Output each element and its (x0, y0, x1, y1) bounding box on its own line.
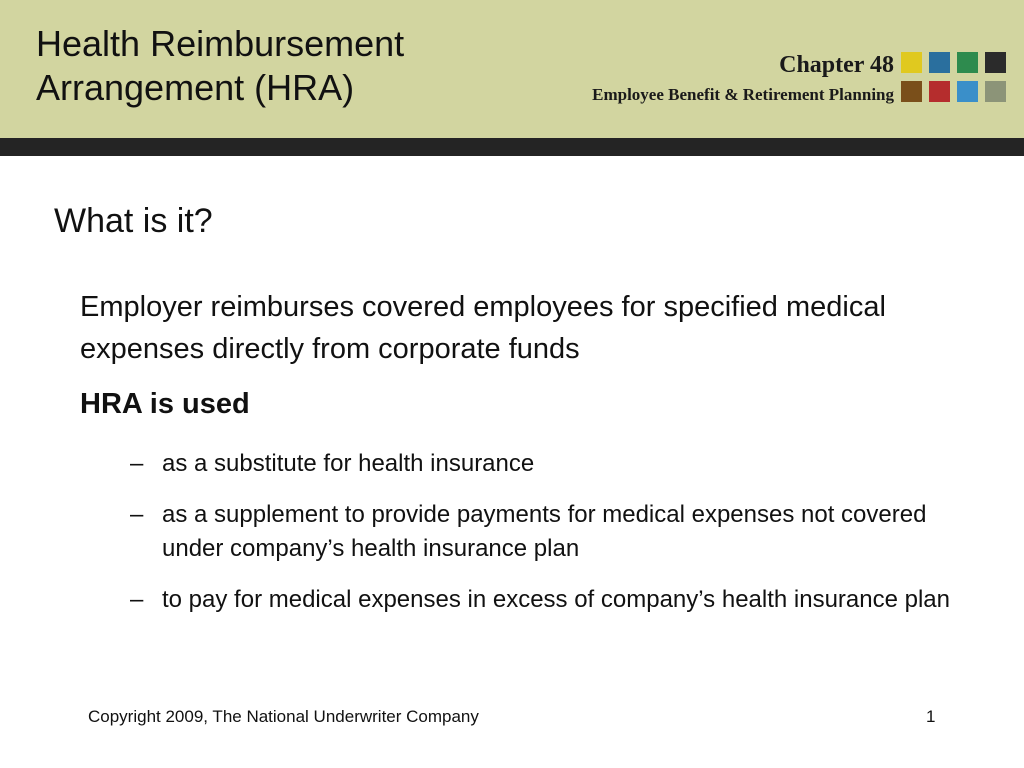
color-square-5 (901, 81, 922, 102)
usage-item-text: to pay for medical expenses in excess of company’s health insurance plan (162, 586, 951, 613)
color-square-2 (929, 52, 950, 73)
dash-bullet: – (130, 501, 144, 528)
usage-item-text: as a supplement to provide payments for medical expenses not covered under company’s health insurance plan (162, 501, 927, 562)
section-heading: What is it? (54, 202, 213, 240)
chapter-label: Chapter 48 (779, 52, 894, 78)
dash-bullet: – (130, 586, 144, 613)
color-square-3 (957, 52, 978, 73)
color-square-8 (985, 81, 1006, 102)
header-divider-bar (0, 138, 1024, 156)
slide-title-line2: Arrangement (HRA) (36, 67, 355, 108)
definition-paragraph: Employer reimburses covered employees for specified medical expenses directly from corporate funds (80, 291, 886, 365)
color-square-1 (901, 52, 922, 73)
usage-item-text: as a substitute for health insurance (162, 450, 535, 477)
color-square-7 (957, 81, 978, 102)
book-subtitle: Employee Benefit & Retirement Planning (592, 85, 894, 104)
slide-title-line1: Health Reimbursement (36, 23, 405, 64)
page-number: 1 (926, 707, 936, 726)
usage-item-3 (130, 583, 970, 617)
slide-title (36, 22, 404, 110)
color-square-6 (929, 81, 950, 102)
color-square-4 (985, 52, 1006, 73)
usage-item-1 (130, 447, 970, 481)
copyright-notice: Copyright 2009, The National Underwriter Company (88, 707, 479, 726)
decorative-squares (901, 52, 1006, 104)
usage-item-2 (130, 498, 970, 566)
usage-heading: HRA is used (80, 388, 250, 420)
header-band (0, 0, 1024, 138)
dash-bullet: – (130, 450, 144, 477)
